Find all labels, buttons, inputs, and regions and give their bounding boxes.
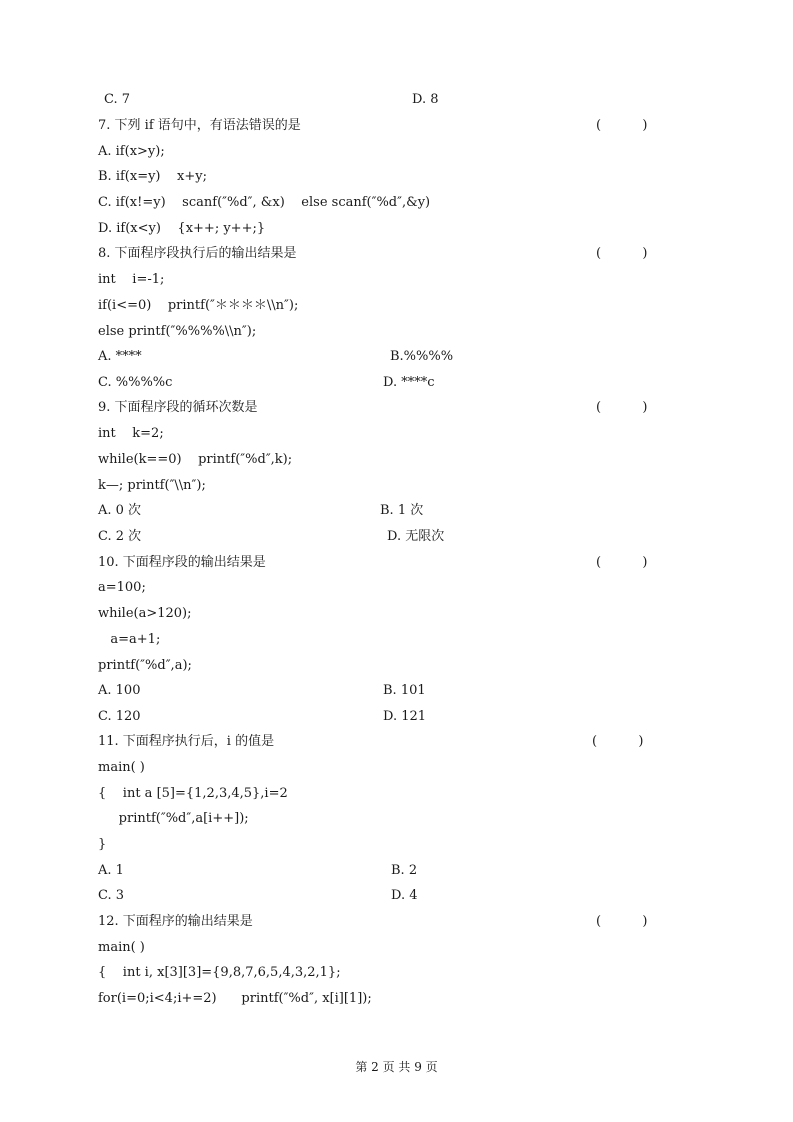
q11-answer-paren: ( ) xyxy=(592,734,644,749)
q6-option-d: D. 8 xyxy=(412,92,439,107)
q10-option-b: B. 101 xyxy=(383,683,426,698)
page-number-footer: 第 2 页 共 9 页 xyxy=(355,1060,438,1074)
q11-code-line: printf(″%d″,a[i++]); xyxy=(98,811,249,826)
q11-option-a: A. 1 xyxy=(98,863,124,878)
q8-question: 8. 下面程序段执行后的输出结果是 xyxy=(98,246,297,261)
q9-option-d: D. 无限次 xyxy=(387,529,445,544)
q10-option-c: C. 120 xyxy=(98,709,141,724)
q9-option-a: A. 0 次 xyxy=(98,503,142,518)
q11-option-c: C. 3 xyxy=(98,888,125,903)
q10-code-line: a=a+1; xyxy=(98,632,161,647)
q10-code-line: a=100; xyxy=(98,580,146,595)
q12-code-line: main( ) xyxy=(98,940,145,955)
q8-option-d: D. ****c xyxy=(383,375,435,390)
q9-question: 9. 下面程序段的循环次数是 xyxy=(98,400,258,415)
q6-option-c: C. 7 xyxy=(104,92,131,107)
q7-option-a: A. if(x>y); xyxy=(98,144,165,159)
q7-answer-paren: ( ) xyxy=(596,118,648,133)
q8-option-c: C. %%%%c xyxy=(98,375,173,390)
q9-code-line: k—; printf(″\\n″); xyxy=(98,478,206,493)
q10-option-a: A. 100 xyxy=(98,683,141,698)
q9-answer-paren: ( ) xyxy=(596,400,648,415)
q8-answer-paren: ( ) xyxy=(596,246,648,261)
q9-code-line: while(k==0) printf(″%d″,k); xyxy=(98,452,293,467)
q7-question: 7. 下列 if 语句中，有语法错误的是 xyxy=(98,118,301,133)
q9-option-b: B. 1 次 xyxy=(380,503,424,518)
q11-option-b: B. 2 xyxy=(391,863,418,878)
q8-option-a: A. **** xyxy=(98,349,142,364)
q7-option-c: C. if(x!=y) scanf(″%d″, &x) else scanf(″%d″,&y) xyxy=(98,195,431,210)
q10-answer-paren: ( ) xyxy=(596,555,648,570)
q10-option-d: D. 121 xyxy=(383,709,427,724)
q10-code-line: while(a>120); xyxy=(98,606,192,621)
q11-code-line: { int a [5]={1,2,3,4,5},i=2 xyxy=(98,786,288,801)
q11-option-d: D. 4 xyxy=(391,888,418,903)
q10-question: 10. 下面程序段的输出结果是 xyxy=(98,555,266,570)
q9-code-line: int k=2; xyxy=(98,426,164,441)
q10-code-line: printf(″%d″,a); xyxy=(98,658,192,673)
q11-code-line: main( ) xyxy=(98,760,145,775)
q9-option-c: C. 2 次 xyxy=(98,529,142,544)
q8-code-line: int i=-1; xyxy=(98,272,165,287)
q7-option-d: D. if(x<y) {x++; y++;} xyxy=(98,221,266,236)
q12-question: 12. 下面程序的输出结果是 xyxy=(98,914,253,929)
q8-code-line: else printf(″%%%%\\n″); xyxy=(98,324,257,339)
q12-code-line: { int i, x[3][3]={9,8,7,6,5,4,3,2,1}; xyxy=(98,965,341,980)
q11-code-line: } xyxy=(98,837,107,852)
q12-answer-paren: ( ) xyxy=(596,914,648,929)
q8-code-line: if(i<=0) printf(″＊＊＊＊\\n″); xyxy=(98,298,299,313)
q11-question: 11. 下面程序执行后，i 的值是 xyxy=(98,734,275,749)
q7-option-b: B. if(x=y) x+y; xyxy=(98,169,207,184)
q12-code-line: for(i=0;i<4;i+=2) printf(″%d″, x[i][1]); xyxy=(98,991,372,1006)
q8-option-b: B.%%%% xyxy=(390,349,454,364)
